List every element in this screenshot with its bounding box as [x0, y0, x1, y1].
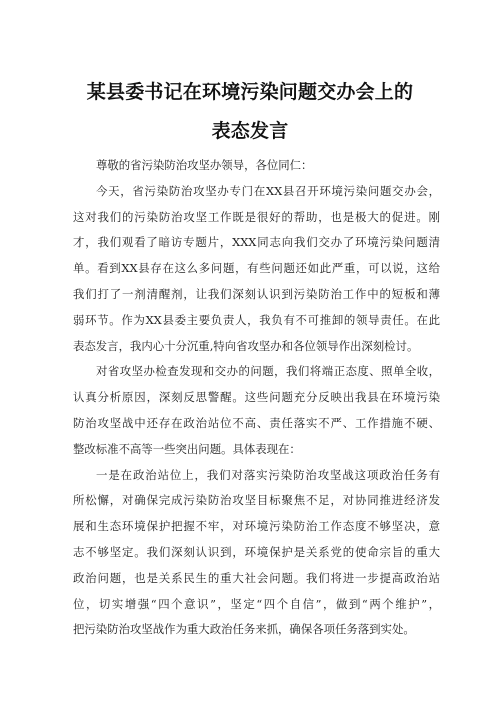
document-body: [73, 153, 440, 643]
paragraph-1-line: 弱环节。作为XX县委主要负责人，我负有不可推卸的领导责任。在此: [73, 312, 440, 327]
paragraph-2-line: 整改标准不高等一些突出问题。具体表现在：: [73, 441, 301, 456]
paragraph-1-line: 单。看到XX县存在这么多问题，有些问题还如此严重，可以说，这给: [73, 261, 440, 276]
paragraph-3-line: 展和生态环境保护把握不牢，对环境污染防治工作态度不够坚决，意: [73, 519, 440, 534]
paragraph-3-line: 一是在政治站位上，我们对落实污染防治攻坚战这项政治任务有: [96, 467, 440, 482]
paragraph-3-line: 志不够坚定。我们深刻认识到，环境保护是关系党的使命宗旨的重大: [73, 544, 440, 559]
paragraph-1-line: 我们打了一剂清醒剂，让我们深刻认识到污染防治工作中的短板和薄: [73, 286, 440, 301]
paragraph-3-line: 位，切实增强“四个意识”，坚定“四个自信”，做到“两个维护”，: [73, 596, 440, 611]
paragraph-1-line: 今天，省污染防治攻坚办专门在XX县召开环境污染问题交办会，: [96, 183, 440, 198]
document-title-line-2: 表态发言: [211, 120, 289, 142]
paragraph-3-line: 把污染防治攻坚战作为重大政治任务来抓，确保各项任务落到实处。: [73, 622, 415, 637]
paragraph-2-line: 防治攻坚战中还存在政治站位不高、责任落实不严、工作措施不硬、: [73, 415, 440, 430]
paragraph-2-line: 认真分析原因，深刻反思警醒。这些问题充分反映出我县在环境污染: [73, 390, 440, 405]
paragraph-3-line: 政治问题，也是关系民生的重大社会问题。我们将进一步提高政治站: [73, 570, 440, 585]
paragraph-1-line: 表态发言，我内心十分沉重,特向省攻坚办和各位领导作出深刻检讨。: [73, 338, 419, 353]
salutation-line: 尊敬的省污染防治攻坚办领导，各位同仁：: [96, 158, 313, 172]
paragraph-1-line: 这对我们的污染防治攻坚工作既是很好的帮助，也是极大的促进。刚: [73, 209, 440, 224]
paragraph-3-line: 所松懈，对确保完成污染防治攻坚目标聚焦不足，对协同推进经济发: [73, 493, 440, 508]
document-title-line-1: 某县委书记在环境污染问题交办会上的: [86, 81, 414, 103]
paragraph-1-line: 才，我们观看了暗访专题片，XXX同志向我们交办了环境污染问题清: [73, 235, 440, 250]
paragraph-2-line: 对省攻坚办检查发现和交办的问题，我们将端正态度、照单全收，: [96, 364, 440, 379]
